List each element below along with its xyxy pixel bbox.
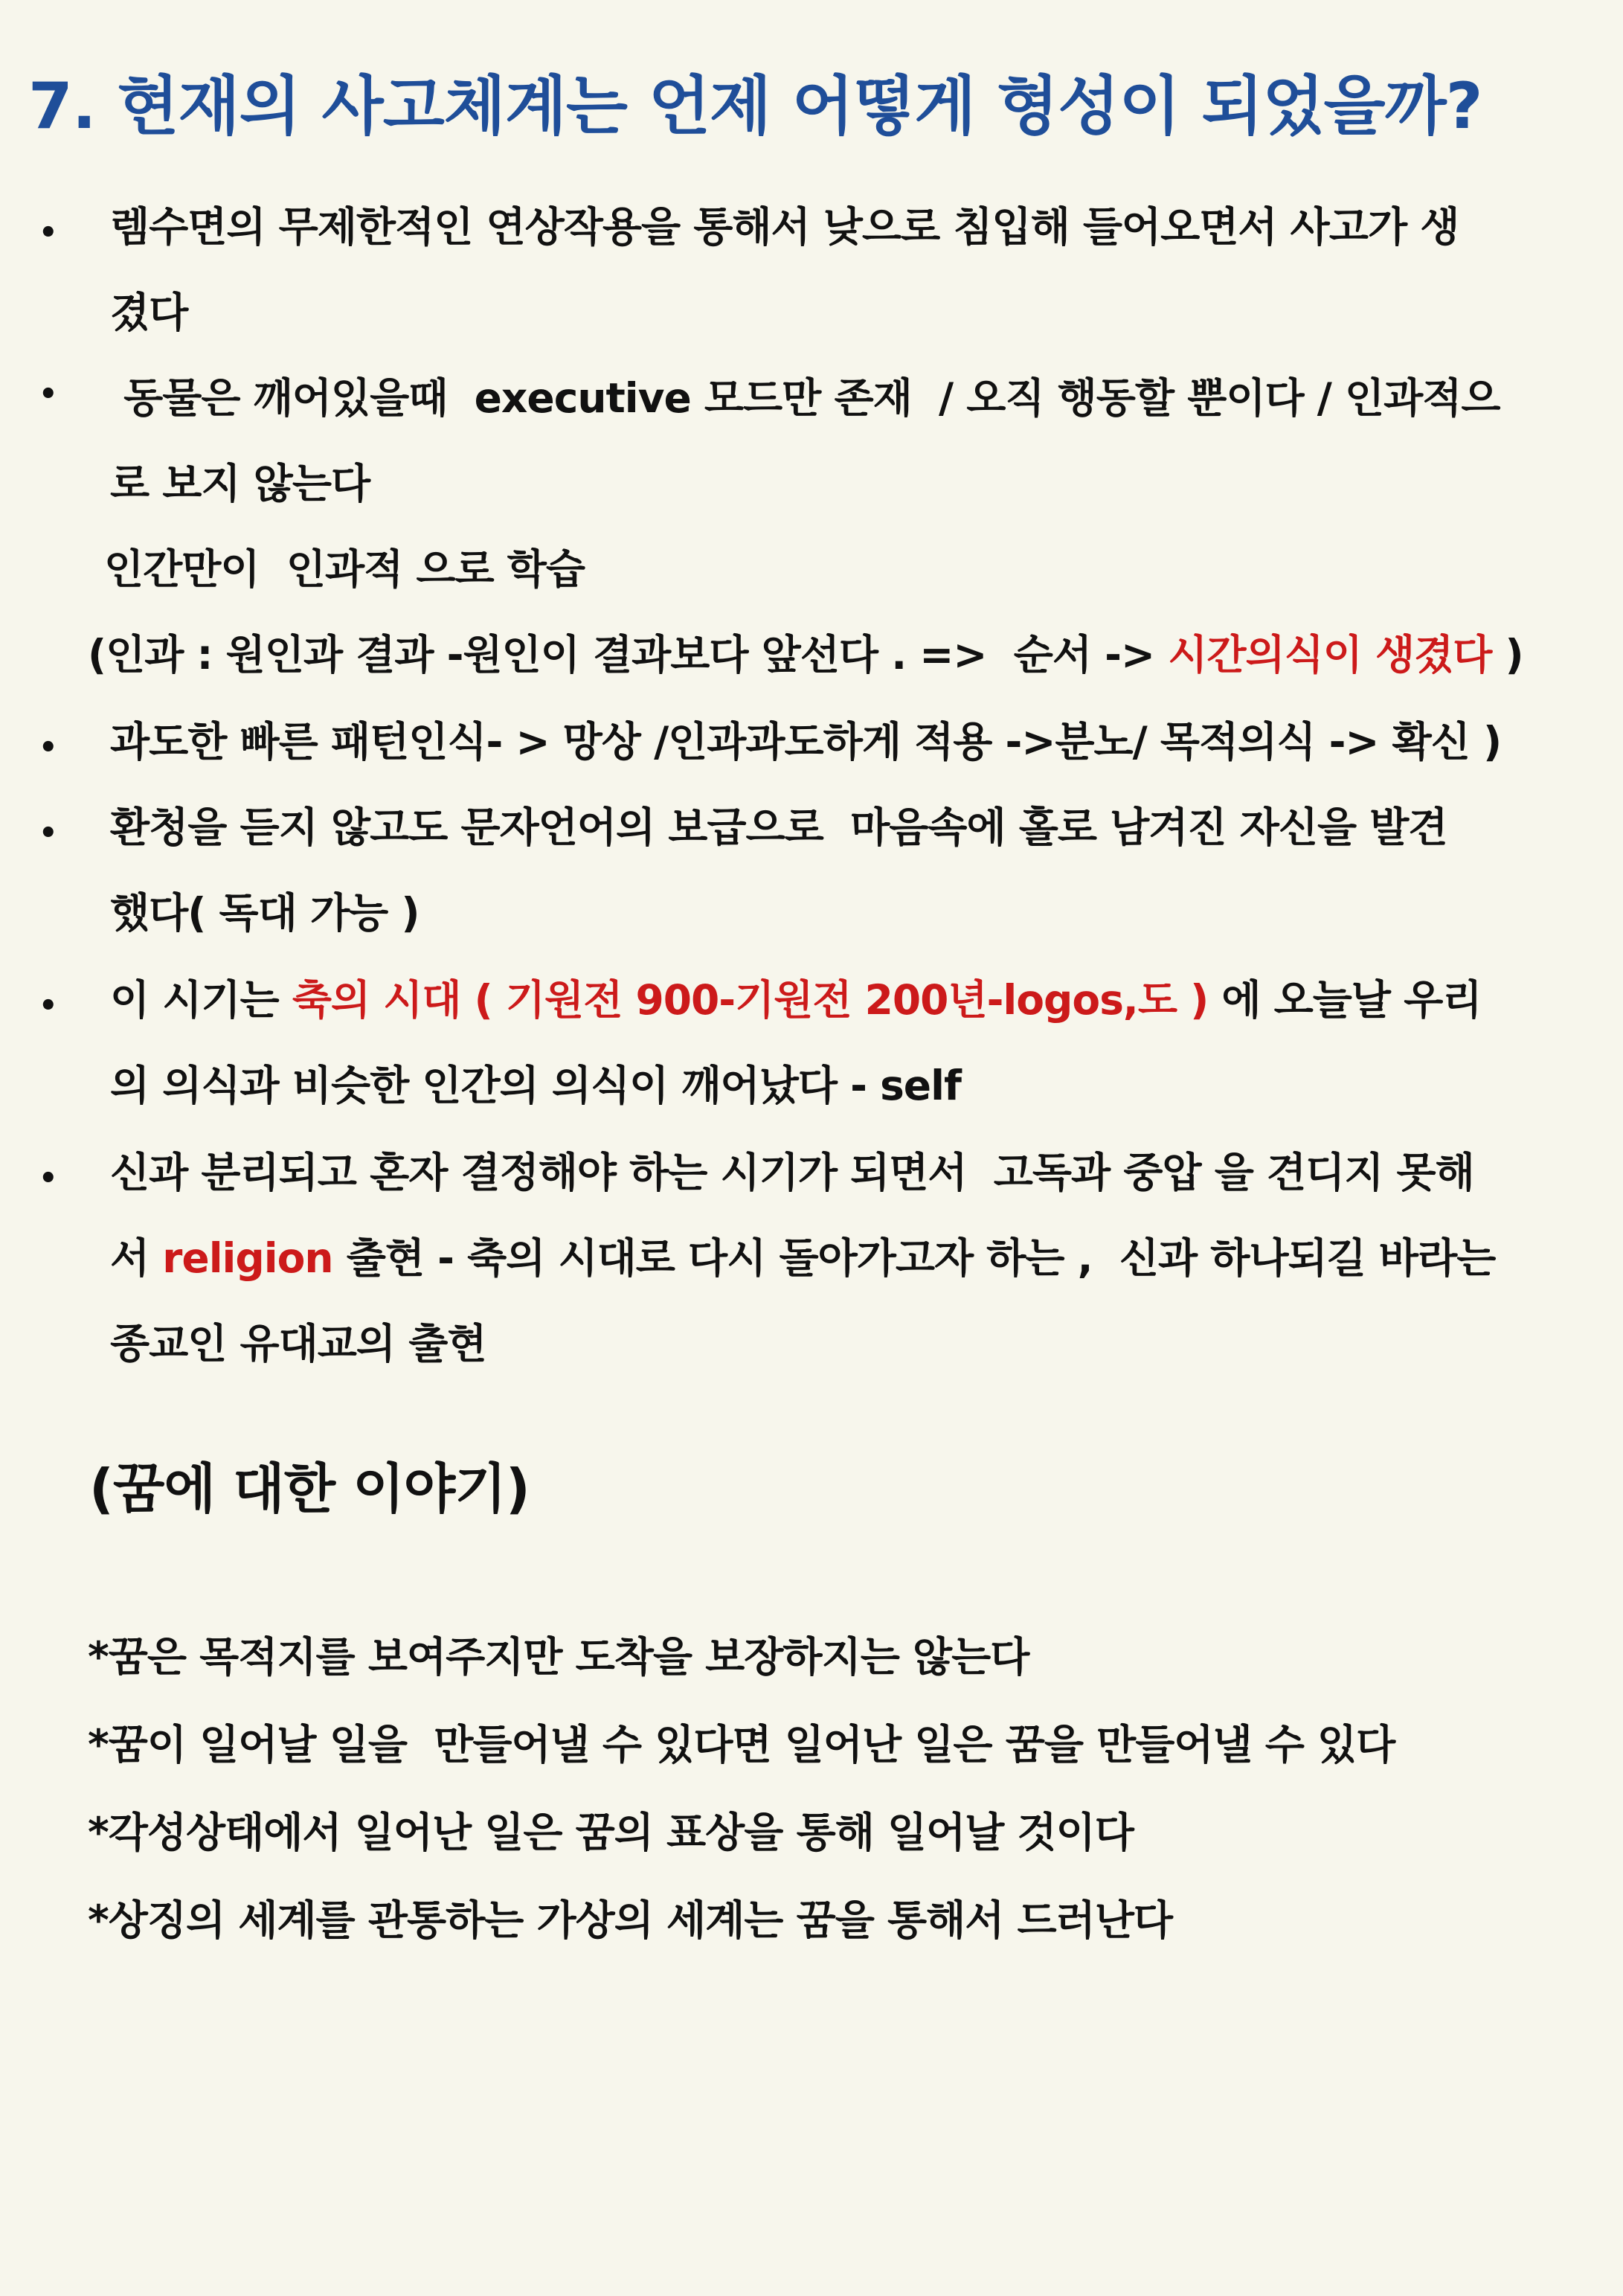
bullet-4-line-2: 했다( 독대 가능 ) xyxy=(110,889,420,937)
bullet-2-line-2: 로 보지 않는다 xyxy=(110,460,370,507)
bullet-6-line-2 xyxy=(110,1234,1496,1282)
bullet-5-line-2: 의 의식과 비슷한 인간의 의식이 깨어났다 - self xyxy=(110,1062,961,1109)
bullet-1-line-1: 렘수면의 무제한적인 연상작용을 통해서 낮으로 침입해 들어오면서 사고가 생 xyxy=(110,203,1459,251)
era-intro-text: 이 시기는 xyxy=(110,976,292,1024)
bullet-marker: • xyxy=(39,377,58,411)
closing-paren: ) xyxy=(1491,631,1523,679)
dream-item: *꿈이 일어날 일을 만들어낼 수 있다면 일어난 일은 꿈을 만들어낼 수 있다 xyxy=(88,1721,1395,1769)
bullet-4-line-1: 환청을 듣지 않고도 문자언어의 보급으로 마음속에 홀로 남겨진 자신을 발견 xyxy=(110,804,1447,851)
bullet-5-line-1 xyxy=(110,976,1482,1024)
time-consciousness-highlight: 시간의식이 생겼다 xyxy=(1168,631,1492,679)
dream-item: *꿈은 목적지를 보여주지만 도착을 보장하지는 않는다 xyxy=(88,1633,1029,1681)
religion-outro-text: 출현 - 축의 시대로 다시 돌아가고자 하는 , 신과 하나되길 바라는 xyxy=(332,1234,1496,1282)
bullet-marker: • xyxy=(39,731,58,765)
bullet-1-line-2: 겼다 xyxy=(110,289,188,336)
bullet-marker: • xyxy=(39,989,58,1023)
page-title: 7. 현재의 사고체계는 언제 어떻게 형성이 되었을까? xyxy=(28,69,1482,144)
axial-age-highlight: 축의 시대 ( 기원전 900-기원전 200년-logos,도 ) xyxy=(292,976,1209,1024)
religion-highlight: religion xyxy=(162,1234,333,1282)
dream-item: *상징의 세계를 관통하는 가상의 세계는 꿈을 통해서 드러난다 xyxy=(88,1896,1173,1944)
era-outro-text: 에 오늘날 우리 xyxy=(1208,976,1482,1024)
bullet-6-line-1: 신과 분리되고 혼자 결정해야 하는 시기가 되면서 고독과 중압 을 견디지 못해 xyxy=(110,1149,1474,1196)
bullet-2-line-3: 인간만이 인과적 으로 학습 xyxy=(104,545,585,593)
bullet-2-line-1: 동물은 깨어있을때 executive 모드만 존재 / 오직 행동할 뿐이다 / 인과적으 xyxy=(110,374,1500,422)
causality-text: (인과 : 원인과 결과 -원인이 결과보다 앞선다 . => 순서 -> xyxy=(88,631,1169,679)
bullet-3-line-1: 과도한 빠른 패턴인식- > 망상 /인과과도하게 적용 ->분노/ 목적의식 -> 확신 ) xyxy=(110,718,1502,766)
bullet-marker: • xyxy=(39,216,58,250)
dream-item: *각성상태에서 일어난 일은 꿈의 표상을 통해 일어날 것이다 xyxy=(88,1809,1134,1856)
bullet-marker: • xyxy=(39,1161,58,1196)
bullet-6-line-3: 종교인 유대교의 출현 xyxy=(110,1320,486,1367)
bullet-marker: • xyxy=(39,816,58,850)
dream-section-heading: (꿈에 대한 이야기) xyxy=(89,1458,530,1520)
religion-intro-text: 서 xyxy=(110,1234,163,1282)
bullet-2-line-4 xyxy=(88,631,1523,679)
